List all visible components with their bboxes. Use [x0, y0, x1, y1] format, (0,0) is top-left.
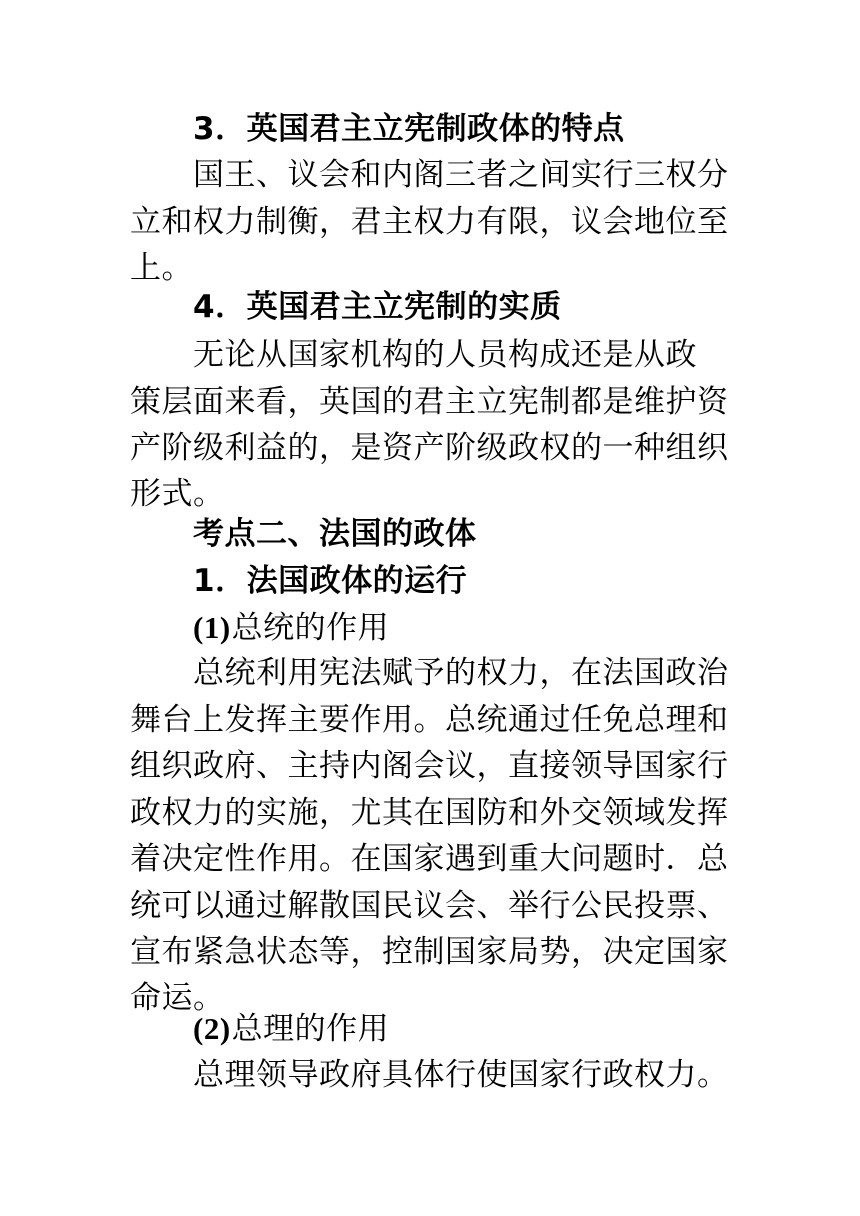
- item-number: (1): [193, 610, 231, 645]
- topic-heading: 考点二、法国的政体: [193, 516, 477, 552]
- item-number: (2): [193, 1011, 231, 1046]
- paragraph-line: 立和权力制衡，君主权力有限，议会地位至: [130, 204, 729, 240]
- paragraph-line: 宣布紧急状态等，控制国家局势，决定国家: [130, 934, 729, 970]
- paragraph-line: 着决定性作用。在国家遇到重大问题时．总: [130, 841, 729, 877]
- paragraph-line: 国王、议会和内阁三者之间实行三权分: [193, 157, 729, 193]
- section-heading: 3．英国君主立宪制政体的特点: [193, 111, 625, 147]
- item-heading: [193, 603, 389, 653]
- paragraph-line: 产阶级利益的，是资产阶级政权的一种组织: [130, 430, 729, 466]
- item-label: 总理的作用: [231, 1011, 390, 1047]
- paragraph-line: 形式。: [130, 476, 225, 512]
- paragraph-line: 命运。: [130, 980, 225, 1016]
- paragraph-line: 总理领导政府具体行使国家行政权力。: [193, 1057, 729, 1093]
- section-heading: 1．法国政体的运行: [193, 563, 468, 599]
- paragraph-line: 统可以通过解散国民议会、举行公民投票、: [130, 888, 729, 924]
- section-heading: 4．英国君主立宪制的实质: [193, 289, 562, 325]
- paragraph-line: 上。: [130, 250, 193, 286]
- item-heading: [193, 1004, 389, 1054]
- item-label: 总统的作用: [231, 610, 390, 646]
- paragraph-line: 无论从国家机构的人员构成还是从政: [193, 337, 697, 373]
- paragraph-line: 策层面来看，英国的君主立宪制都是维护资: [130, 384, 729, 420]
- paragraph-line: 组织政府、主持内阁会议，直接领导国家行: [130, 748, 729, 784]
- paragraph-line: 政权力的实施，尤其在国防和外交领域发挥: [130, 795, 729, 831]
- paragraph-line: 总统利用宪法赋予的权力，在法国政治: [193, 655, 729, 691]
- paragraph-line: 舞台上发挥主要作用。总统通过任免总理和: [130, 702, 729, 738]
